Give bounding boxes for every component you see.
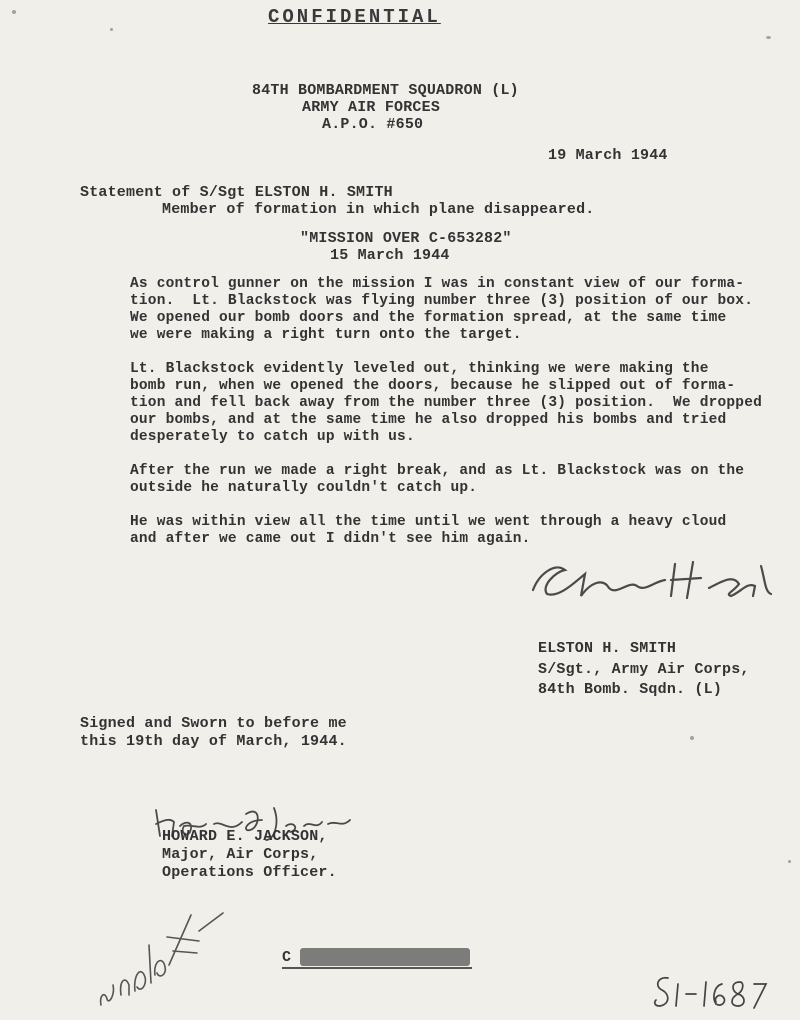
redaction-underline xyxy=(282,967,472,969)
mission-date: 15 March 1944 xyxy=(330,247,450,264)
scan-speck xyxy=(110,28,113,31)
scan-speck xyxy=(12,10,16,14)
signer-name: ELSTON H. SMITH xyxy=(538,640,677,657)
redaction-bar xyxy=(300,948,470,966)
letterhead-line-1: 84TH BOMBARDMENT SQUADRON (L) xyxy=(252,82,519,99)
paragraph-line: outside he naturally couldn't catch up. xyxy=(130,480,478,496)
mission-title: "MISSION OVER C-653282" xyxy=(300,230,512,247)
smith-signature xyxy=(525,552,785,607)
paragraph-line: our bombs, and at the same time he also dropped his bombs and tried xyxy=(130,412,727,428)
paragraph-line: and after we came out I didn't see him again. xyxy=(130,531,531,547)
paragraph-line: tion and fell back away from the number three (3) position. We dropped xyxy=(130,395,763,411)
paragraph-line: Lt. Blackstock evidently leveled out, thinking we were making the xyxy=(130,361,709,377)
officer-name: HOWARD E. JACKSON, xyxy=(162,828,328,845)
officer-rank: Major, Air Corps, xyxy=(162,846,319,863)
paragraph-line: tion. Lt. Blackstock was flying number three (3) position of our box. xyxy=(130,293,754,309)
handwritten-unclass-mark xyxy=(95,895,235,1015)
statement-role: Member of formation in which plane disappeared. xyxy=(162,201,595,218)
letterhead-line-3: A.P.O. #650 xyxy=(322,116,424,133)
signer-unit: 84th Bomb. Sqdn. (L) xyxy=(538,681,723,698)
scan-speck xyxy=(766,36,771,39)
paragraph-line: we were making a right turn onto the target. xyxy=(130,327,522,343)
paragraph-line: After the run we made a right break, and as Lt. Blackstock was on the xyxy=(130,463,745,479)
scan-speck xyxy=(690,736,694,740)
classification-header: CONFIDENTIAL xyxy=(268,6,441,28)
paragraph-line: We opened our bomb doors and the formation spread, at the same time xyxy=(130,310,727,326)
sworn-line-2: this 19th day of March, 1944. xyxy=(80,733,347,750)
file-number xyxy=(650,970,770,1015)
bottom-classification-prefix: C xyxy=(282,949,292,966)
paragraph-line: As control gunner on the mission I was in constant view of our forma- xyxy=(130,276,745,292)
paragraph-line: He was within view all the time until we went through a heavy cloud xyxy=(130,514,727,530)
paragraph-line: bomb run, when we opened the doors, because he slipped out of forma- xyxy=(130,378,736,394)
paragraph-line: desperately to catch up with us. xyxy=(130,429,415,445)
letterhead-line-2: ARMY AIR FORCES xyxy=(302,99,441,116)
statement-of: Statement of S/Sgt ELSTON H. SMITH xyxy=(80,184,393,201)
scan-speck xyxy=(788,860,791,863)
document-date: 19 March 1944 xyxy=(548,147,668,164)
sworn-line-1: Signed and Sworn to before me xyxy=(80,715,347,732)
signer-rank: S/Sgt., Army Air Corps, xyxy=(538,661,750,678)
officer-title: Operations Officer. xyxy=(162,864,337,881)
